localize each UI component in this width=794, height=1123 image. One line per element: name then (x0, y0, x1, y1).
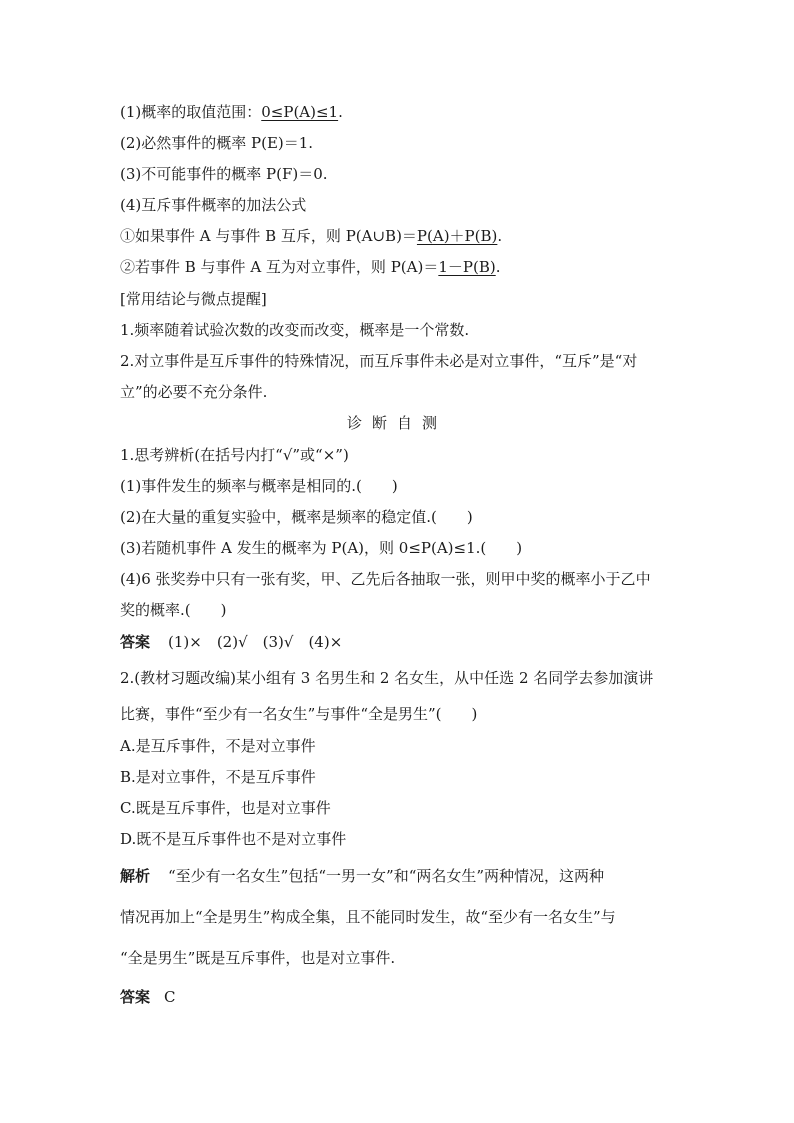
answer-1-line (120, 632, 342, 652)
certain-event-line: (2)必然事件的概率 P(E)＝1. (120, 134, 314, 152)
question-1-item-1: (1)事件发生的频率与概率是相同的.( ) (120, 477, 398, 495)
underlined-answer: 1－P(B) (438, 258, 496, 276)
option-c: C.既是互斥事件，也是对立事件 (120, 799, 331, 817)
option-a: A.是互斥事件，不是对立事件 (120, 737, 316, 755)
question-1-title: 1.思考辨析(在括号内打“√”或“×”) (120, 446, 349, 464)
text: . (497, 227, 503, 245)
analysis-text: “至少有一名女生”包括“一男一女”和“两名女生”两种情况，这两种 (168, 867, 605, 885)
addition-formula-heading: (4)互斥事件概率的加法公式 (120, 196, 307, 214)
underlined-answer: 0≤P(A)≤1 (261, 103, 339, 121)
answer-label: 答案 (120, 988, 151, 1006)
answer-label: 答案 (120, 633, 151, 651)
question-1-item-2: (2)在大量的重复实验中，概率是频率的稳定值.( ) (120, 508, 473, 526)
text: . (495, 258, 501, 276)
text: ①如果事件 A 与事件 B 互斥，则 P(A∪B)＝ (120, 227, 417, 245)
question-1-item-4-line-2: 奖的概率.( ) (120, 601, 227, 619)
text: . (338, 103, 343, 121)
answer-text: (1)× (2)√ (3)√ (4)× (168, 633, 343, 651)
mutually-exclusive-line (120, 226, 502, 246)
probability-range-line (120, 102, 343, 122)
underlined-answer: P(A)＋P(B) (416, 227, 498, 245)
analysis-line-3: “全是男生”既是互斥事件，也是对立事件. (120, 949, 396, 967)
conclusion-2-line-2: 立”的必要不充分条件. (120, 383, 268, 401)
option-b: B.是对立事件，不是互斥事件 (120, 768, 316, 786)
complementary-event-line (120, 257, 500, 277)
question-1-item-3: (3)若随机事件 A 发生的概率为 P(A)，则 0≤P(A)≤1.( ) (120, 539, 523, 557)
diagnosis-title: 诊断自测 (346, 414, 447, 432)
answer-2-line (120, 987, 176, 1007)
answer-text: C (164, 988, 176, 1006)
conclusion-1: 1.频率随着试验次数的改变而改变，概率是一个常数. (120, 321, 470, 339)
question-1-item-4-line-1: (4)6 张奖券中只有一张有奖，甲、乙先后各抽取一张，则甲中奖的概率小于乙中 (120, 570, 651, 588)
analysis-label: 解析 (120, 867, 151, 885)
analysis-line-1 (120, 866, 604, 886)
impossible-event-line: (3)不可能事件的概率 P(F)＝0. (120, 165, 328, 183)
question-2-line-2: 比赛，事件“至少有一名女生”与事件“全是男生”( ) (120, 705, 478, 723)
conclusions-heading: [常用结论与微点提醒] (120, 290, 267, 308)
option-d: D.既不是互斥事件也不是对立事件 (120, 830, 347, 848)
text: (1)概率的取值范围： (120, 103, 262, 121)
question-2-line-1: 2.(教材习题改编)某小组有 3 名男生和 2 名女生，从中任选 2 名同学去参加演讲 (120, 669, 654, 687)
text: ②若事件 B 与事件 A 互为对立事件，则 P(A)＝ (120, 258, 439, 276)
analysis-line-2: 情况再加上“全是男生”构成全集，且不能同时发生，故“至少有一名女生”与 (120, 908, 616, 926)
conclusion-2-line-1: 2.对立事件是互斥事件的特殊情况，而互斥事件未必是对立事件，“互斥”是“对 (120, 352, 638, 370)
